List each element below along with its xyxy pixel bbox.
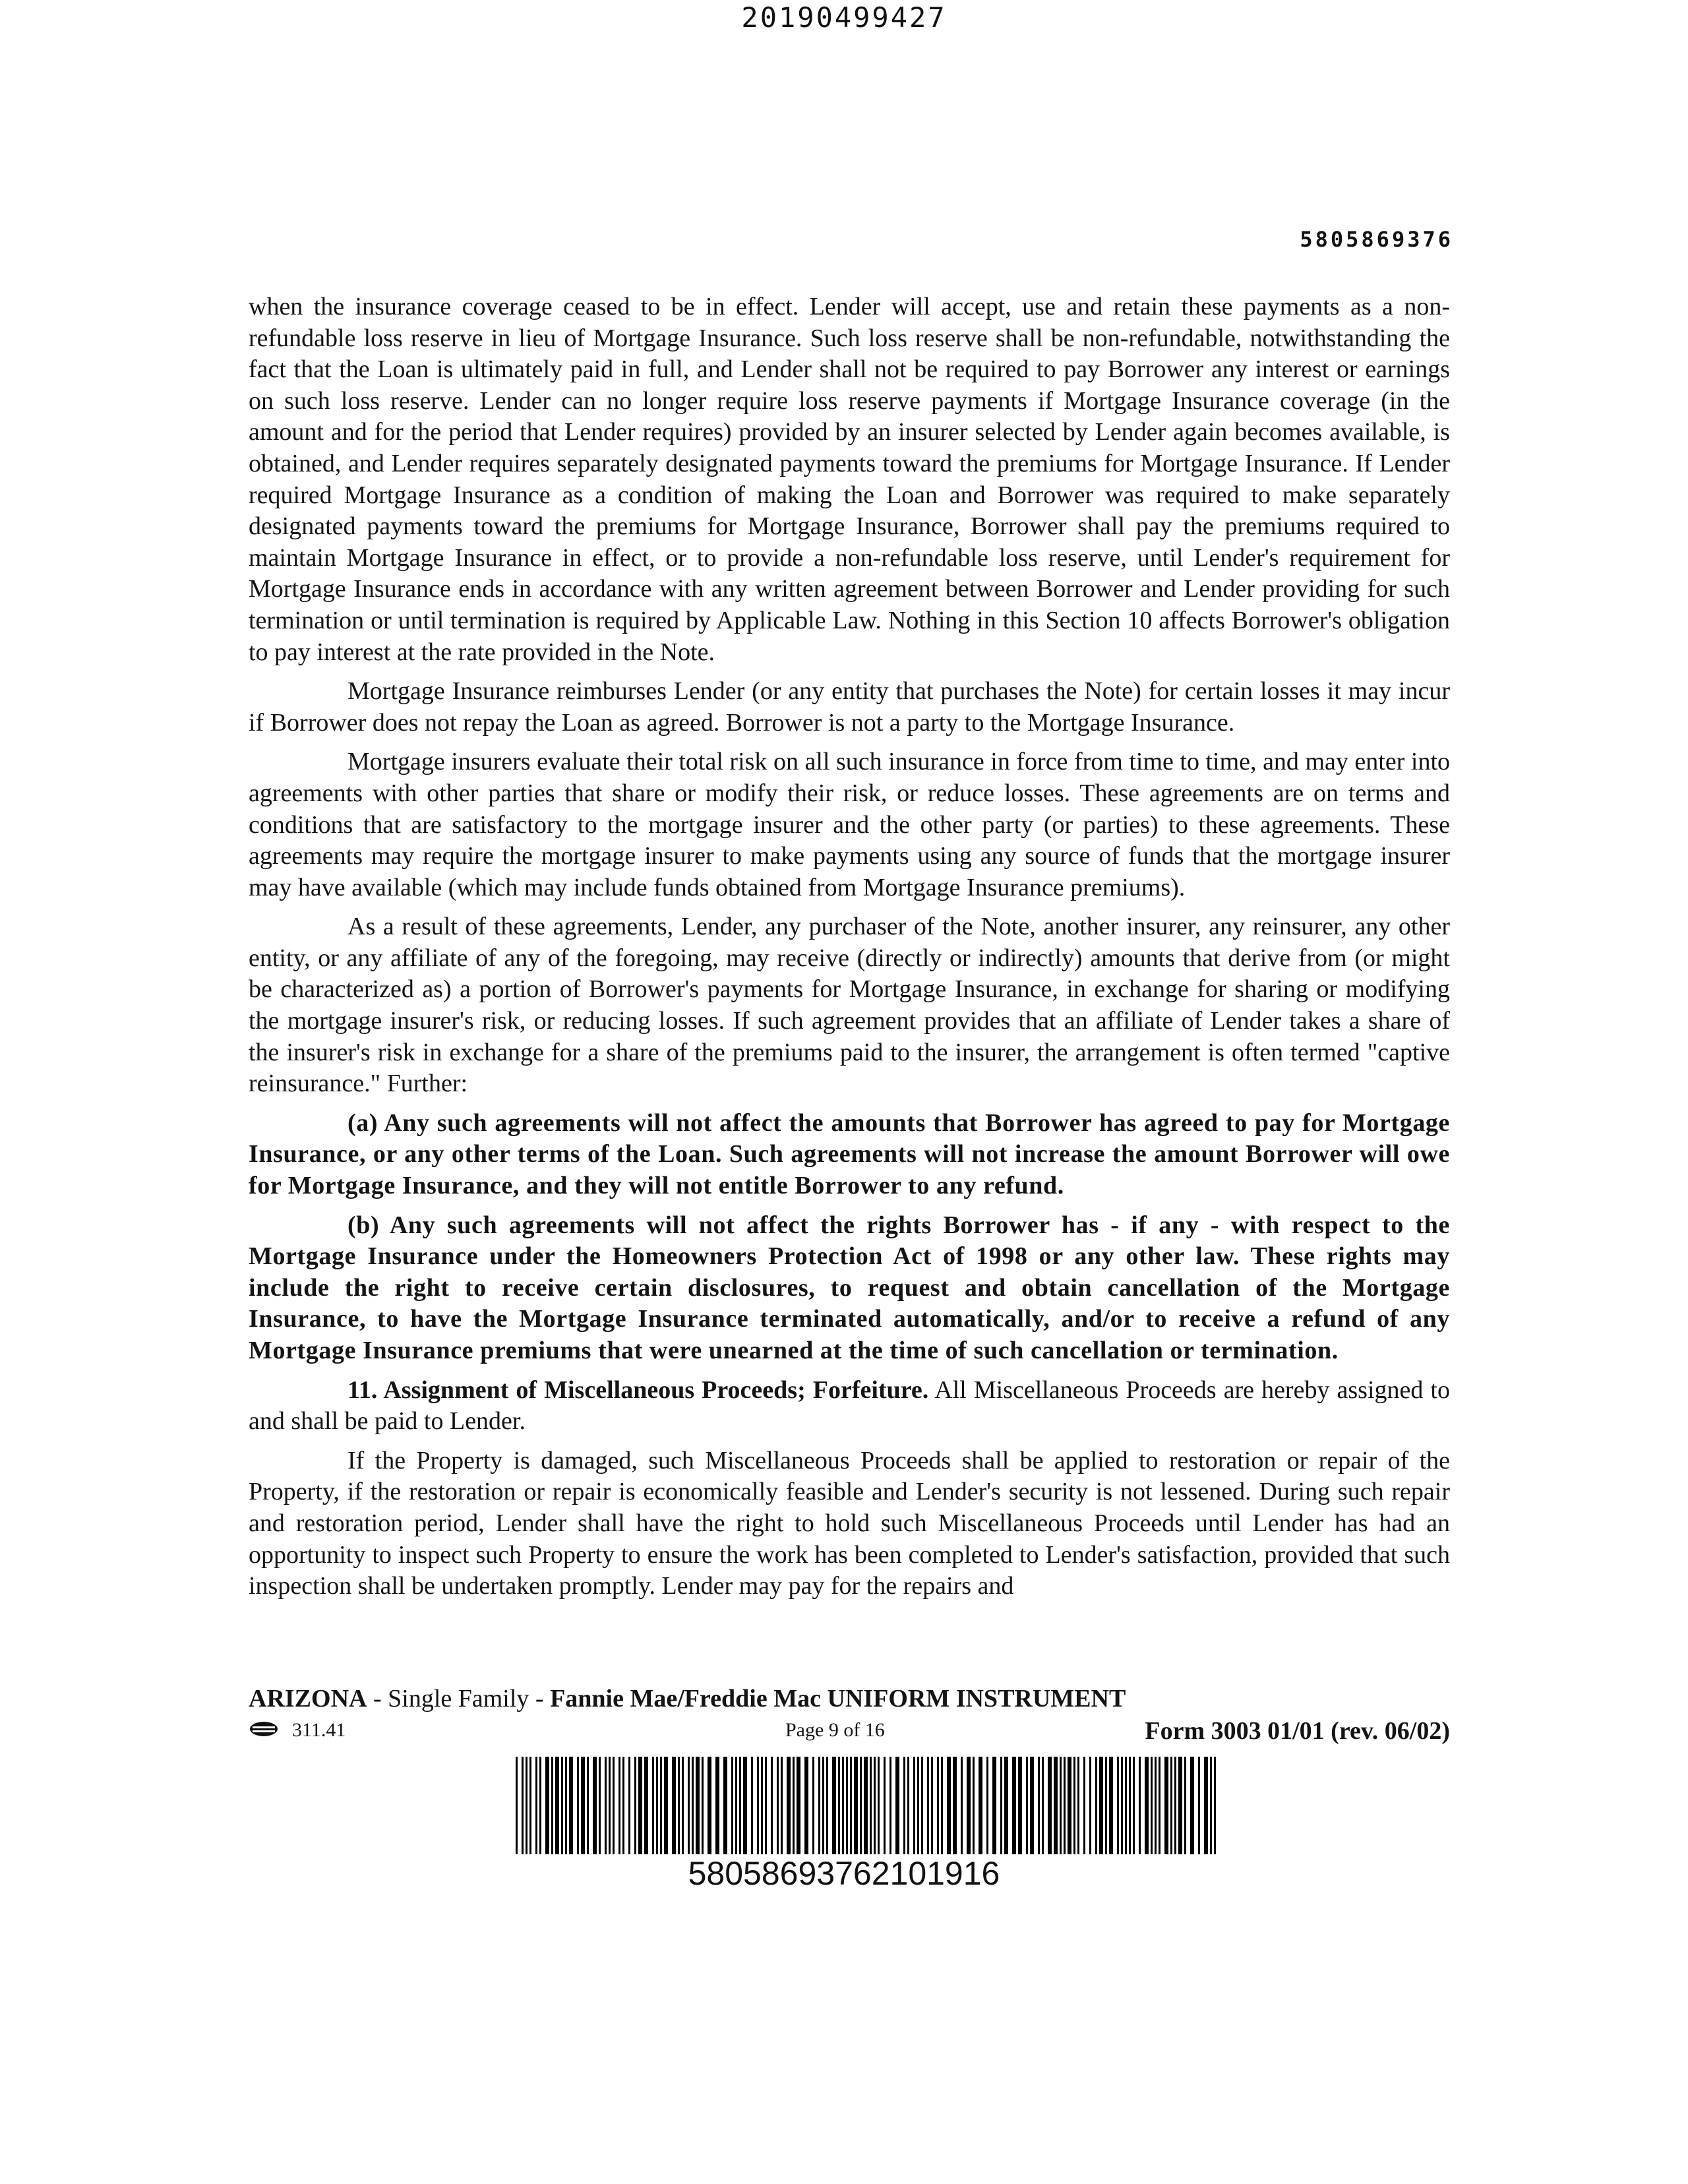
barcode-bar (1170, 1757, 1172, 1854)
barcode-bar (781, 1757, 783, 1854)
paragraph-clause-a: (a) Any such agreements will not affect the amounts that Borrower has agreed to pay for Mortgage Insurance, or any other terms of the Loan. Such agreements will not increase the amount Borrower will owe for Mortgage Insurance, and they will not entitle Borrower to any refund. (249, 1108, 1450, 1200)
barcode-bar (1121, 1757, 1123, 1854)
barcode-bar (1178, 1757, 1182, 1854)
barcode-bar (539, 1757, 541, 1854)
barcode-bar (1026, 1757, 1028, 1854)
barcode-bar (812, 1757, 814, 1854)
barcode-bar (656, 1757, 658, 1854)
paragraph-mortgage-insurers: Mortgage insurers evaluate their total risk on all such insurance in force from time to time, and may enter into agreements with other parties that share or modify their risk, or reduce losses. These agreements are on terms and conditions that are satisfactory to the mortgage insurer and the other party (or parties) to these agreements. These agreements may require the mortgage insurer to make payments using any source of funds that the mortgage insurer may have available (which may include funds obtained from Mortgage Insurance premiums). (249, 748, 1450, 901)
barcode-bar (739, 1757, 741, 1854)
barcode-bar (846, 1757, 848, 1854)
barcode-bar (793, 1757, 795, 1854)
barcode-bar (1089, 1757, 1091, 1854)
barcode-bar (1018, 1757, 1022, 1854)
barcode-bar (628, 1757, 630, 1854)
barcode-bar (797, 1757, 800, 1854)
form-id: Form 3003 01/01 (rev. 06/02) (1145, 1717, 1450, 1745)
barcode-bar (688, 1757, 690, 1854)
barcode-bar (1060, 1757, 1062, 1854)
barcode-bar (822, 1757, 824, 1854)
document-body (249, 291, 1450, 1610)
paragraph-result-of-agreements: As a result of these agreements, Lender, any purchaser of the Note, another insurer, any reinsurer, any other entity, or any affiliate of any of the foregoing, may receive (directly or indirectly) amounts that derive from (or might be characterized as) a portion of Borrower's payments for Mortgage Insurance, in exchange for sharing or modifying the mortgage insurer's risk, or reducing losses. If such agreement provides that an affiliate of Lender takes a share of the insurer's risk in exchange for a share of the premiums paid to the insurer, the arrangement is often termed "captive reinsurance." Further: (249, 913, 1450, 1098)
barcode-bar (638, 1757, 642, 1854)
barcode-bar (947, 1757, 951, 1854)
barcode-bar (870, 1757, 872, 1854)
barcode-bar (787, 1757, 791, 1854)
barcode-bar (878, 1757, 880, 1854)
barcode-bar (889, 1757, 891, 1854)
barcode-bar (529, 1757, 531, 1854)
section-11-text: All Miscellaneous Proceeds are hereby assigned to and shall be paid to Lender. (249, 1376, 1450, 1436)
barcode-bar (967, 1757, 971, 1854)
barcode-bar (1054, 1757, 1058, 1854)
barcode-bar (874, 1757, 876, 1854)
barcode-bar (832, 1757, 836, 1854)
barcode-bar (702, 1757, 704, 1854)
barcode-bar (838, 1757, 840, 1854)
barcode-bar (953, 1757, 957, 1854)
barcode-bar (581, 1757, 585, 1854)
barcode-bar (860, 1757, 862, 1854)
barcode-bar (1129, 1757, 1131, 1854)
barcode-bar (961, 1757, 963, 1854)
barcode-bar (1042, 1757, 1044, 1854)
loan-number: 5805869376 (1300, 227, 1453, 252)
barcode-bar (561, 1757, 563, 1854)
barcode-bar (708, 1757, 711, 1854)
barcode-bar (1155, 1757, 1157, 1854)
barcode-bar (613, 1757, 615, 1854)
barcode-bar (555, 1757, 559, 1854)
barcode-bar (551, 1757, 553, 1854)
barcode-bar (1210, 1757, 1212, 1854)
paragraph-mortgage-insurance-reimburses: Mortgage Insurance reimburses Lender (or any entity that purchases the Note) for certain losses it may incur if Borrower does not repay the Loan as agreed. Borrower is not a party to the Mortgage Insurance. (249, 677, 1450, 737)
barcode-bar (850, 1757, 852, 1854)
barcode-bar (854, 1757, 858, 1854)
footer-row (249, 1716, 1450, 1747)
page-number: Page 9 of 16 (785, 1719, 885, 1741)
barcode-bar (1083, 1757, 1085, 1854)
barcode-bar (992, 1757, 996, 1854)
barcode-bar (1174, 1757, 1176, 1854)
barcode-bar (1095, 1757, 1097, 1854)
barcode-bar (895, 1757, 899, 1854)
barcode-bar (931, 1757, 933, 1854)
barcode-bar (652, 1757, 654, 1854)
barcode-bar (605, 1757, 607, 1854)
barcode-bar (618, 1757, 620, 1854)
barcode (516, 1757, 1221, 1854)
barcode-bar (565, 1757, 567, 1854)
barcode-bar (986, 1757, 988, 1854)
barcode-bar (903, 1757, 905, 1854)
barcode-bar (692, 1757, 694, 1854)
barcode-bar (1117, 1757, 1119, 1854)
barcode-bar (1012, 1757, 1016, 1854)
paragraph-clause-b: (b) Any such agreements will not affect the rights Borrower has - if any - with respect to the Mortgage Insurance under the Homeowners Protection Act of 1998 or any other law. These rights may include the right to receive certain disclosures, to request and obtain cancellation of the Mortgage Insurance, to have the Mortgage Insurance terminated automatically, and/or to receive a refund of any Mortgage Insurance premiums that were unearned at the time of such cancellation or termination. (249, 1211, 1450, 1364)
barcode-bar (526, 1757, 528, 1854)
barcode-bar (1133, 1757, 1135, 1854)
footer-state: ARIZONA (249, 1685, 367, 1713)
barcode-bar (1109, 1757, 1113, 1854)
barcode-bar (921, 1757, 923, 1854)
barcode-bar (757, 1757, 759, 1854)
barcode-bar (535, 1757, 537, 1854)
barcode-bar (1198, 1757, 1200, 1854)
barcode-bar (622, 1757, 624, 1854)
barcode-bar (516, 1757, 518, 1854)
barcode-bar (723, 1757, 727, 1854)
paragraph-property-damaged: If the Property is damaged, such Miscellaneous Proceeds shall be applied to restoration or repair of the Property, if the restoration or repair is economically feasible and Lender's security is not lessened. During such repair and restoration period, Lender shall have the right to hold such Miscellaneous Proceeds until Lender has had an opportunity to inspect such Property to ensure the work has been completed to Lender's satisfaction, provided that such inspection shall be undertaken promptly. Lender may pay for the repairs and (249, 1446, 1450, 1600)
footer-separator: - (529, 1685, 551, 1713)
barcode-bar (609, 1757, 611, 1854)
barcode-bar (1000, 1757, 1002, 1854)
barcode-bar (979, 1757, 982, 1854)
barcode-bar (777, 1757, 779, 1854)
barcode-bar (660, 1757, 662, 1854)
barcode-number: 58058693762101916 (688, 1855, 1000, 1892)
barcode-bar (587, 1757, 589, 1854)
barcode-bar (771, 1757, 773, 1854)
barcode-bar (804, 1757, 808, 1854)
barcode-bar (1214, 1757, 1216, 1854)
barcode-bar (1048, 1757, 1052, 1854)
barcode-bar (1004, 1757, 1008, 1854)
vmp-logo-icon (249, 1720, 279, 1738)
barcode-bar (1030, 1757, 1034, 1854)
barcode-bar (751, 1757, 753, 1854)
barcode-bar (644, 1757, 648, 1854)
section-11-paragraph (249, 1375, 1450, 1438)
barcode-bar (842, 1757, 844, 1854)
barcode-bar (1125, 1757, 1127, 1854)
barcode-bar (682, 1757, 684, 1854)
barcode-bar (907, 1757, 909, 1854)
barcode-bar (634, 1757, 636, 1854)
footer-instrument: Fannie Mae/Freddie Mac UNIFORM INSTRUMENT (550, 1685, 1126, 1713)
barcode-bar (1038, 1757, 1040, 1854)
barcode-bar (884, 1757, 886, 1854)
barcode-bar (1064, 1757, 1066, 1854)
barcode-bar (545, 1757, 549, 1854)
barcode-bar (1184, 1757, 1186, 1854)
barcode-bar (1190, 1757, 1194, 1854)
barcode-bar (1164, 1757, 1168, 1854)
barcode-bar (696, 1757, 700, 1854)
paragraph-mortgage-insurance-reserve: when the insurance coverage ceased to be in effect. Lender will accept, use and retain these payments as a non-refundable loss reserve in lieu of Mortgage Insurance. Such loss reserve shall be non-refundable, notwithstanding the fact that the Loan is ultimately paid in full, and Lender shall not be required to pay Borrower any interest or earnings on such loss reserve. Lender can no longer require loss reserve payments if Mortgage Insurance coverage (in the amount and for the period that Lender requires) provided by an insurer selected by Lender again becomes available, is obtained, and Lender requires separately designated payments toward the premiums for Mortgage Insurance. If Lender required Mortgage Insurance as a condition of making the Loan and Borrower was required to make separately designated payments toward the premiums for Mortgage Insurance, Borrower shall pay the premiums required to maintain Mortgage Insurance in effect, or to provide a non-refundable loss reserve, until Lender's requirement for Mortgage Insurance ends in accordance with any written agreement between Borrower and Lender providing for such termination or until termination is required by Applicable Law. Nothing in this Section 10 affects Borrower's obligation to pay interest at the rate provided in the Note. (249, 293, 1450, 666)
barcode-bar (765, 1757, 767, 1854)
barcode-bar (1077, 1757, 1079, 1854)
barcode-bar (522, 1757, 524, 1854)
barcode-bar (1068, 1757, 1071, 1854)
recording-number: 20190499427 (741, 1, 947, 34)
barcode-bar (1204, 1757, 1208, 1854)
barcode-bar (672, 1757, 676, 1854)
footer-separator: - (367, 1685, 388, 1713)
barcode-bar (937, 1757, 939, 1854)
barcode-bar (593, 1757, 597, 1854)
footer-title (249, 1684, 1450, 1713)
barcode-bar (1151, 1757, 1153, 1854)
barcode-bar (913, 1757, 915, 1854)
barcode-bar (664, 1757, 668, 1854)
barcode-bar (1145, 1757, 1149, 1854)
barcode-bar (941, 1757, 943, 1854)
barcode-bar (577, 1757, 579, 1854)
barcode-bar (864, 1757, 868, 1854)
barcode-bar (735, 1757, 737, 1854)
barcode-bar (678, 1757, 680, 1854)
barcode-bar (743, 1757, 747, 1854)
footer-family: Single Family (388, 1685, 529, 1713)
form-code: 311.41 (292, 1719, 346, 1741)
barcode-bar (599, 1757, 601, 1854)
barcode-bar (731, 1757, 733, 1854)
barcode-bar (973, 1757, 975, 1854)
barcode-bar (1139, 1757, 1141, 1854)
barcode-bar (1105, 1757, 1107, 1854)
section-11-heading: 11. Assignment of Miscellaneous Proceeds; Forfeiture. (347, 1376, 929, 1404)
barcode-bar (1099, 1757, 1103, 1854)
barcode-bar (569, 1757, 573, 1854)
barcode-bar (1159, 1757, 1160, 1854)
barcode-bar (715, 1757, 719, 1854)
barcode-bar (927, 1757, 929, 1854)
barcode-bar (917, 1757, 919, 1854)
barcode-bar (1073, 1757, 1075, 1854)
barcode-bar (818, 1757, 820, 1854)
barcode-bar (826, 1757, 828, 1854)
barcode-bar (761, 1757, 763, 1854)
